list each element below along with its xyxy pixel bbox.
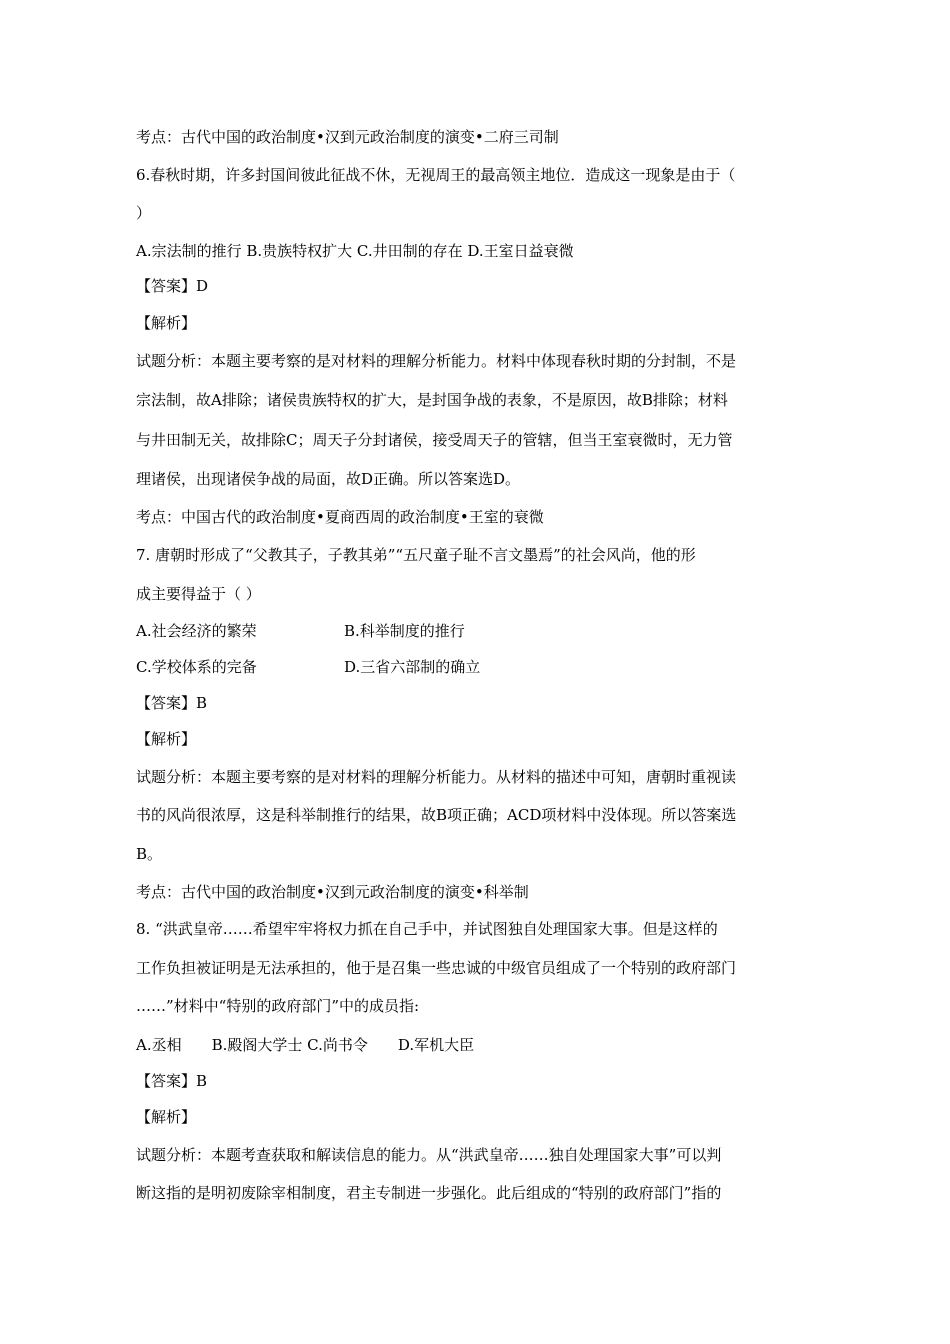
q8-jiexi-label: 【解析】 <box>136 1108 197 1126</box>
q6-analysis-line-1: 试题分析：本题主要考察的是对材料的理解分析能力。材料中体现春秋时期的分封制，不是 <box>136 352 737 370</box>
q7-option-b: B.科举制度的推行 <box>344 622 465 640</box>
q8-stem-line-3: ……”材料中“特别的政府部门”中的成员指: <box>136 997 420 1015</box>
q8-analysis-line-1: 试题分析：本题考查获取和解读信息的能力。从“洪武皇帝……独自处理国家大事”可以判 <box>136 1146 722 1164</box>
q7-jiexi-label: 【解析】 <box>136 730 197 748</box>
q6-stem-line-1: 6.春秋时期，许多封国间彼此征战不休，无视周王的最高领主地位．造成这一现象是由于（ <box>136 166 736 184</box>
q8-options: A.丞相 B.殿阁大学士 C.尚书令 D.军机大臣 <box>136 1036 475 1054</box>
q6-answer: 【答案】D <box>136 277 209 295</box>
q7-option-d: D.三省六部制的确立 <box>344 658 481 676</box>
q7-stem-line-1: 7. 唐朝时形成了“父教其子，子教其弟”“五尺童子耻不言文墨焉”的社会风尚，他的形 <box>136 546 696 564</box>
q7-option-a: A.社会经济的繁荣 <box>136 622 257 640</box>
q7-option-c: C.学校体系的完备 <box>136 658 257 676</box>
q8-analysis-line-2: 断这指的是明初废除宰相制度，君主专制进一步强化。此后组成的“特别的政府部门”指的 <box>136 1184 722 1202</box>
q7-analysis-line-1: 试题分析：本题主要考察的是对材料的理解分析能力。从材料的描述中可知，唐朝时重视读 <box>136 768 737 786</box>
q8-stem-line-2: 工作负担被证明是无法承担的，他于是召集一些忠诚的中级官员组成了一个特别的政府部门 <box>136 959 737 977</box>
q5-kaodian: 考点：古代中国的政治制度•汉到元政治制度的演变•二府三司制 <box>136 128 559 146</box>
q6-analysis-line-2: 宗法制，故A排除；诸侯贵族特权的扩大，是封国争战的表象，不是原因，故B排除；材料 <box>136 391 728 409</box>
q7-analysis-line-3: B。 <box>136 845 163 863</box>
q6-options: A.宗法制的推行 B.贵族特权扩大 C.井田制的存在 D.王室日益衰微 <box>136 242 574 260</box>
q6-kaodian: 考点：中国古代的政治制度•夏商西周的政治制度•王室的衰微 <box>136 508 544 526</box>
q6-jiexi-label: 【解析】 <box>136 314 197 332</box>
q7-stem-line-2: 成主要得益于（ ） <box>136 585 261 603</box>
q7-analysis-line-2: 书的风尚很浓厚，这是科举制推行的结果，故B项正确；ACD项材料中没体现。所以答案选 <box>136 806 737 824</box>
q7-kaodian: 考点：古代中国的政治制度•汉到元政治制度的演变•科举制 <box>136 883 529 901</box>
q6-analysis-line-3: 与井田制无关，故排除C；周天子分封诸侯，接受周天子的管辖，但当王室衰微时，无力管 <box>136 431 733 449</box>
q6-analysis-line-4: 理诸侯，出现诸侯争战的局面，故D正确。所以答案选D。 <box>136 470 521 488</box>
q6-stem-line-2: ） <box>136 204 152 222</box>
q8-answer: 【答案】B <box>136 1072 208 1090</box>
q7-answer: 【答案】B <box>136 694 208 712</box>
q8-stem-line-1: 8. “洪武皇帝……希望牢牢将权力抓在自己手中，并试图独自处理国家大事。但是这样的 <box>136 920 718 938</box>
